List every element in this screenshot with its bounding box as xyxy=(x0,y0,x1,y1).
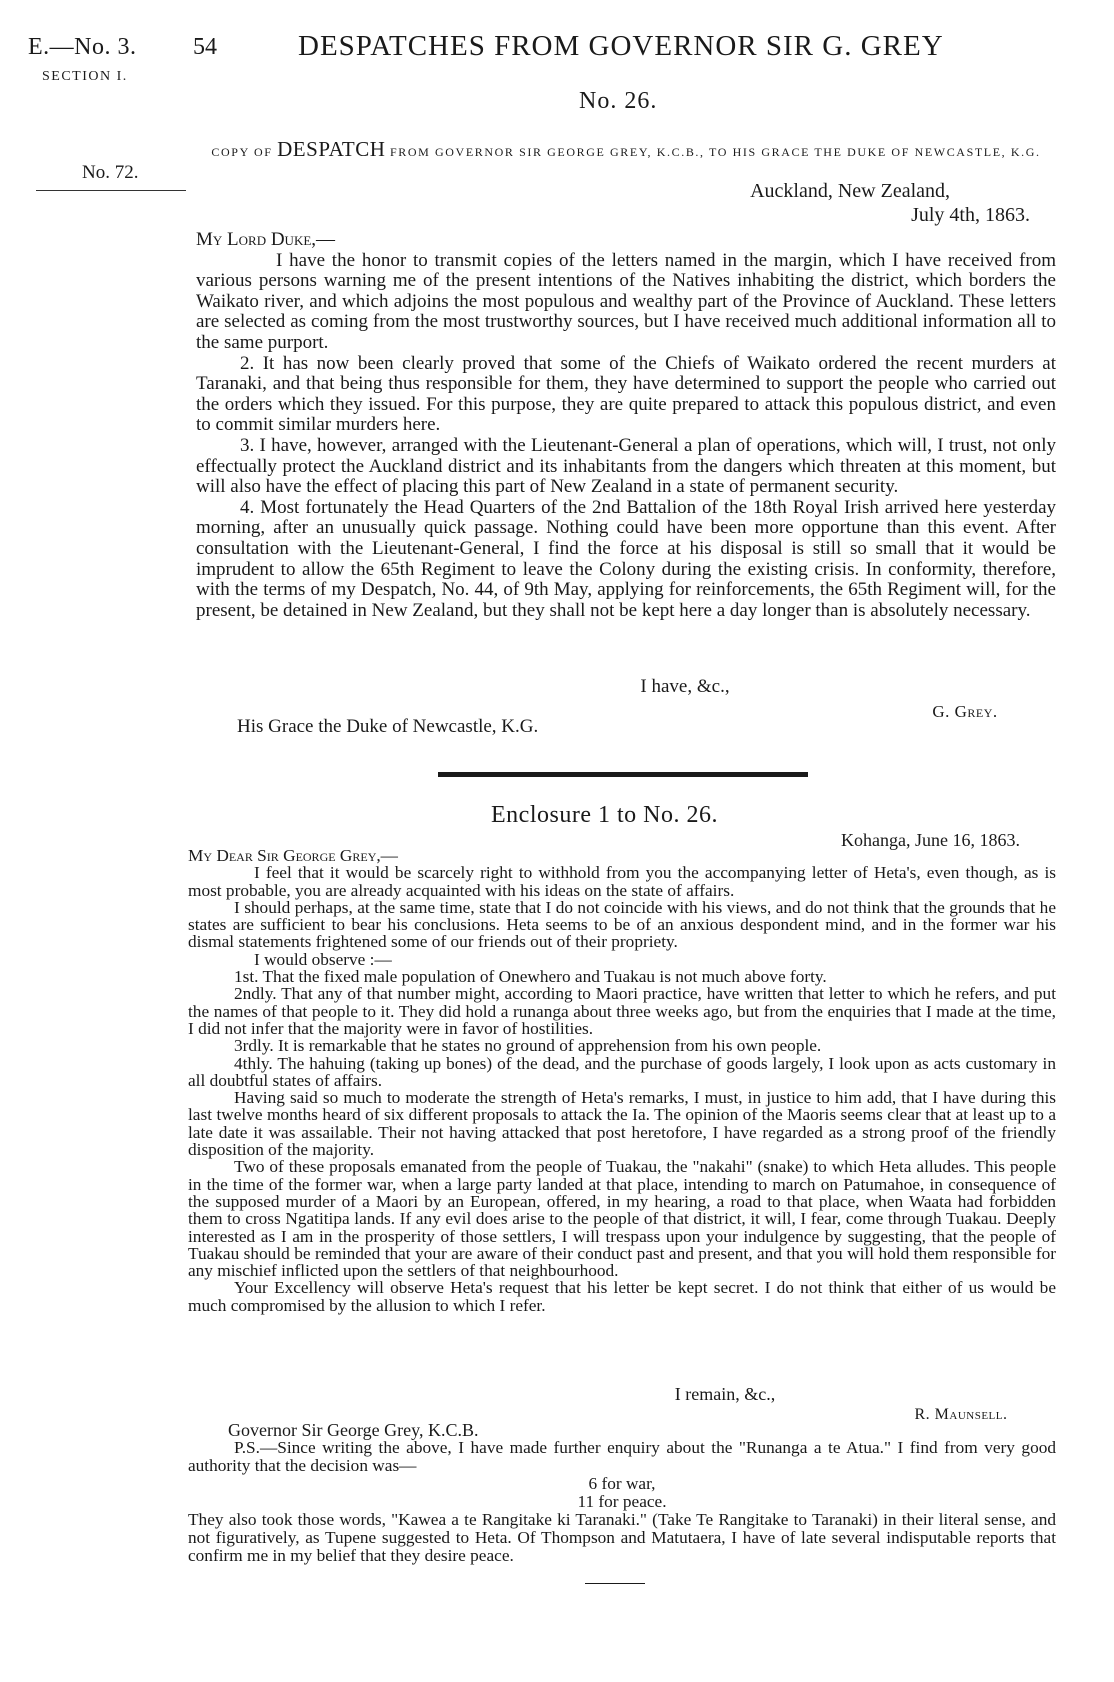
despatch-date: July 4th, 1863. xyxy=(911,204,1030,226)
despatch-heading-big: DESPATCH xyxy=(277,137,386,161)
despatch-number: No. 26. xyxy=(579,88,658,114)
despatch-paragraph: I have the honor to transmit copies of the letters named in the margin, which I have received from various persons warning me of the present intentions of the Natives inhabiting the district, which borders the Waikato river, and which adjoins the most populous and wealthy part of the Province of Auckland. These letters are selected as coming from the most trustworthy sources, but I have received much additional information all to the same purport. xyxy=(196,249,1056,353)
despatch-heading-rest: FROM GOVERNOR SIR GEORGE GREY, K.C.B., TO HIS GRACE THE DUKE OF NEWCASTLE, K.G. xyxy=(390,145,1041,159)
enclosure-paragraph: I would observe :— xyxy=(254,949,392,969)
final-paragraph: They also took those words, "Kawea a te Rangitake ki Taranaki." (Take Te Rangitake to Taranaki) in their literal sense, and not figuratively, as Tupene suggested to Heta. Of Thompson and Matutaera, I have of late several indisputable reports that confirm me in my belief that they desire peace. xyxy=(188,1510,1056,1565)
despatch-paragraph: 2. It has now been clearly proved that some of the Chiefs of Waikato ordered the recent murders at Taranaki, and that being thus responsible for them, they have determined to support the people who carried out the orders which they issued. For this purpose, they are quite prepared to attack this populous district, and even to commit similar murders here. xyxy=(196,352,1056,436)
despatch-salutation: My Lord Duke,— xyxy=(196,229,336,250)
enclosure-paragraph: 2ndly. That any of that number might, according to Maori practice, have written that letter to which he refers, and put the names of that people to it. They did hold a runanga about three weeks ago, but from the enquiries that I made at the time, I did not infer that the majority were in favor of hostilities. xyxy=(188,984,1056,1038)
enclosure-body xyxy=(188,847,1056,1314)
despatch-heading-prefix: COPY OF xyxy=(211,145,273,159)
enclosure-salutation: My Dear Sir George Grey,— xyxy=(188,846,398,865)
enclosure-addressee: Governor Sir George Grey, K.C.B. xyxy=(228,1420,479,1440)
margin-reference: No. 72. xyxy=(82,162,139,183)
despatch-addressee: His Grace the Duke of Newcastle, K.G. xyxy=(237,716,539,737)
despatch-heading xyxy=(196,138,1056,163)
despatch-signature: G. Grey. xyxy=(932,702,998,721)
vote-war: 6 for war, xyxy=(588,1474,656,1493)
page-title: DESPATCHES FROM GOVERNOR SIR G. GREY xyxy=(298,30,944,62)
enclosure-paragraph: 3rdly. It is remarkable that he states no ground of apprehension from his own people. xyxy=(234,1036,822,1056)
enclosure-paragraph: Two of these proposals emanated from the people of Tuakau, the "nakahi" (snake) to which Heta alludes. This people in the time of the former war, when a large party landed at that place, intending to march on Patumahoe, in consequence of the supposed murder of a Maori by an European, offered, in my hearing, a road to that place, when Waata had forbidden them to cross Ngatitipa lands. If any evil does arise to the people of that district, it will, I fear, come through Tuakau. Deeply interested as I am in the prosperity of those settlers, I will trespass upon your indulgence by suggesting, that the people of Tuakau should be reminded that your are aware of their conduct past and present, and that you will hold them responsible for any mischief inflicted upon the settlers of that neighbourhood. xyxy=(188,1157,1056,1281)
enclosure-paragraph: 1st. That the fixed male population of Onewhero and Tuakau is not much above forty. xyxy=(234,967,827,987)
enclosure-signature: R. Maunsell. xyxy=(914,1406,1008,1423)
despatch-body xyxy=(196,230,1056,621)
despatch-closing: I have, &c., xyxy=(640,676,730,697)
enclosure-paragraph: I should perhaps, at the same time, state that I do not coincide with his views, and do not think that the grounds that he states are sufficient to bear his conclusions. Heta seems to be of an anxious despondent mind, and in the former war his dismal statements frightened some of our friends out of their propriety. xyxy=(188,897,1056,952)
enclosure-paragraph: Your Excellency will observe Heta's request that his letter be kept secret. I do not think that either of us would be much compromised by the allusion to which I refer. xyxy=(188,1278,1056,1315)
enclosure-closing: I remain, &c., xyxy=(674,1384,776,1404)
enclosure-paragraph: Having said so much to moderate the strength of Heta's remarks, I must, in justice to him add, that I have during this last twelve months heard of six different proposals to attack the Ia. The opinion of the Maoris seems clear that at least up to a late date it was assailable. Their not having attacked that post heretofore, I have regarded as a strong proof of the friendly disposition of the majority. xyxy=(188,1088,1056,1160)
despatch-paragraph: 4. Most fortunately the Head Quarters of the 2nd Battalion of the 18th Royal Irish arrived here yesterday morning, after an unusually quick passage. Nothing could have been more opportune than this event. After consultation with the Lieutenant-General, I find the force at his disposal is still so small that it would be imprudent to allow the 65th Regiment to leave the Colony during the existing crisis. In conformity, therefore, with the terms of my Despatch, No. 44, of 9th May, applying for reinforcements, the 65th Regiment will, for the present, be detained in New Zealand, but they shall not be kept here a day longer than is absolutely necessary. xyxy=(196,496,1056,621)
vote-peace: 11 for peace. xyxy=(577,1492,667,1511)
enclosure-place-date: Kohanga, June 16, 1863. xyxy=(841,830,1020,850)
section-divider xyxy=(438,772,808,777)
enclosure-postscript xyxy=(188,1439,1056,1565)
postscript-paragraph: P.S.—Since writing the above, I have made further enquiry about the "Runanga a te Atua." I find from very good authority that the decision was— xyxy=(188,1438,1056,1475)
document-code: E.—No. 3. xyxy=(28,34,137,60)
end-rule xyxy=(585,1583,645,1584)
despatch-paragraph: 3. I have, however, arranged with the Lieutenant-General a plan of operations, which will, I trust, not only effectually protect the Auckland district and its inhabitants from the dangers which threaten at this moment, but will also have the effect of placing this part of New Zealand in a state of permanent security. xyxy=(196,434,1056,498)
enclosure-title: Enclosure 1 to No. 26. xyxy=(491,802,718,828)
margin-divider xyxy=(36,190,186,191)
despatch-place: Auckland, New Zealand, xyxy=(750,180,950,202)
section-label: SECTION I. xyxy=(42,69,128,84)
page-number: 54 xyxy=(193,34,217,60)
enclosure-paragraph: 4thly. The hahuing (taking up bones) of the dead, and the purchase of goods largely, I look upon as acts customary in all doubtful states of affairs. xyxy=(188,1053,1056,1090)
enclosure-paragraph: I feel that it would be scarcely right to withhold from you the accompanying letter of Heta's, even though, as is most probable, you are already acquainted with his ideas on the state of affairs. xyxy=(188,863,1056,900)
